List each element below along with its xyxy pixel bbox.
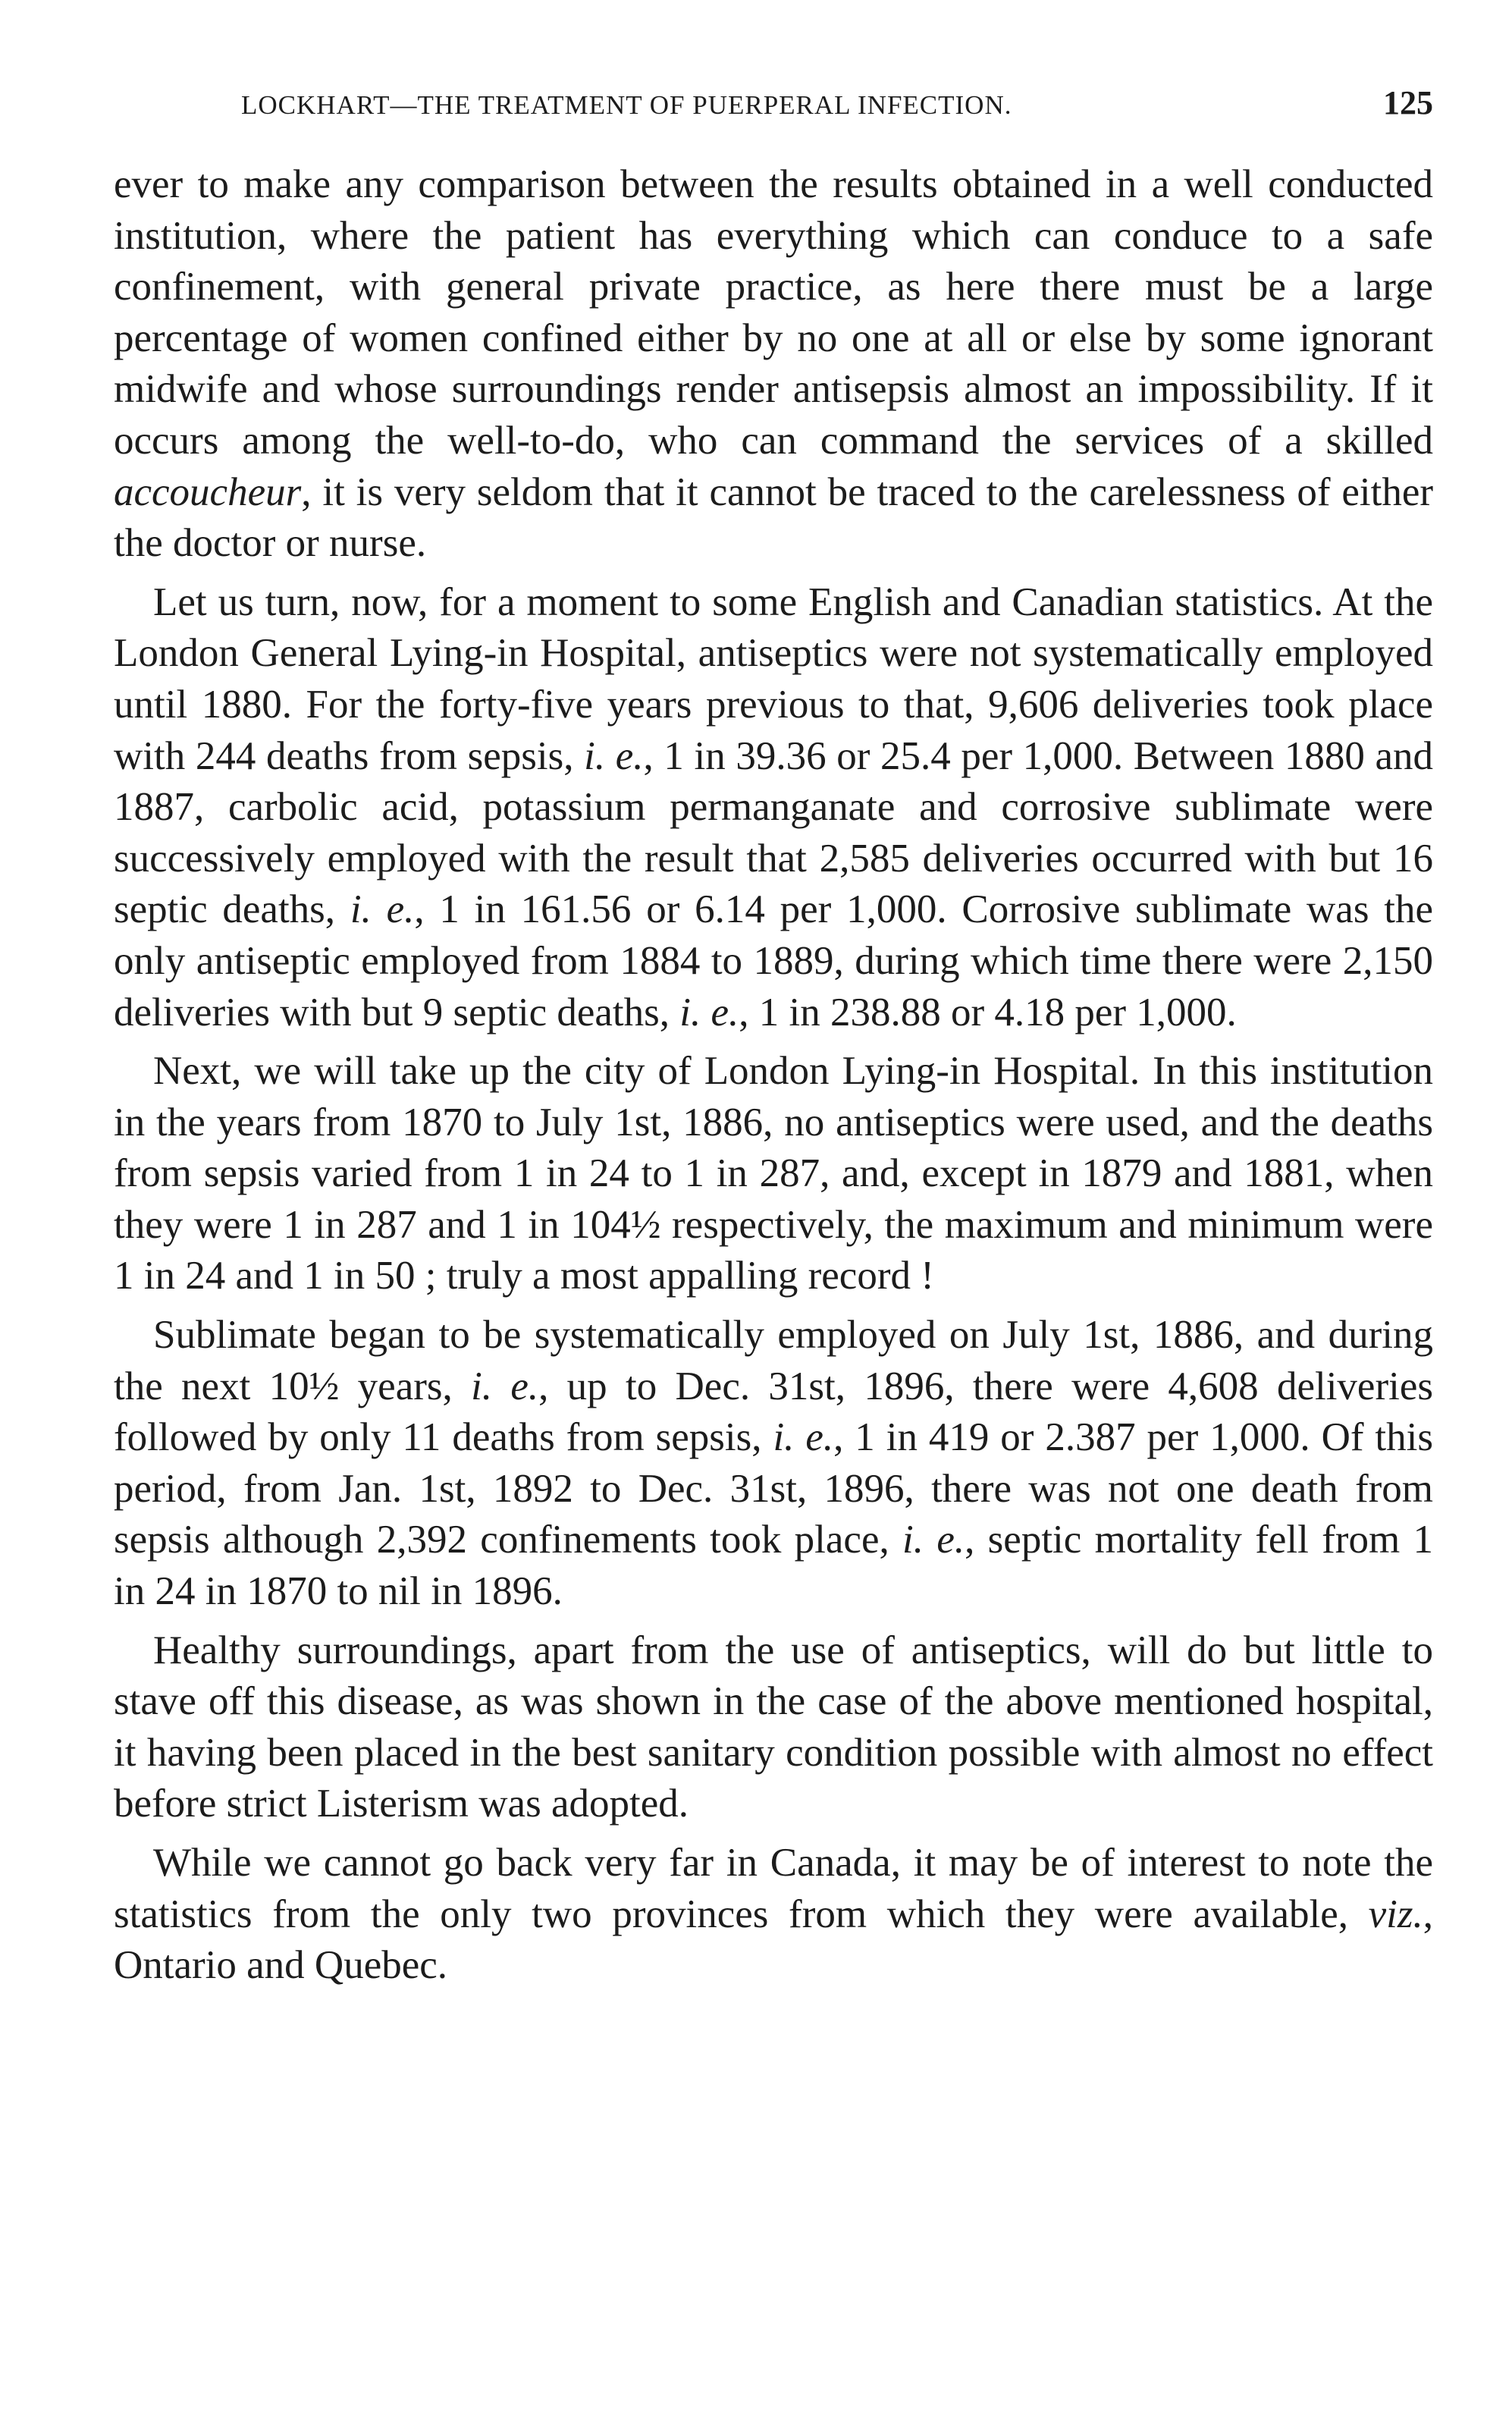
paragraph-2-text-a: Let us turn, now, for a moment to some English and Canadian statistics. At the London General Lying-in Hospital, antiseptics were not systematically employed until 1880. For the forty-five years previous to that, 9,606 deliveries took place with 244 deaths from sepsis, (114, 579, 1433, 778)
paragraph-6-text-b: , Ontario and Quebec. (114, 1892, 1433, 1988)
paragraph-4 (114, 1310, 1433, 1618)
paragraph-2-text-d: , 1 in 238.88 or 4.18 per 1,000. (739, 990, 1237, 1035)
italic-ie: i. e. (350, 887, 415, 932)
paragraph-4-text-d: , septic mortality fell from 1 in 24 in 1870 to nil in 1896. (114, 1518, 1433, 1614)
italic-ie: i. e. (773, 1415, 834, 1460)
italic-accoucheur: accoucheur (114, 469, 302, 514)
italic-viz: viz. (1368, 1892, 1423, 1936)
paragraph-1-text-b: , it is very seldom that it cannot be traced to the carelessness of either the doctor or nurse. (114, 469, 1433, 566)
paragraph-3: Next, we will take up the city of London Lying-in Hospital. In this institution in the years from 1870 to July 1st, 1886, no antiseptics were used, and the deaths from sepsis varied from 1 in 24 to 1 in 287, and, except in 1879 and 1881, when they were 1 in 287 and 1 in 104½ respectively, the maximum and minimum were 1 in 24 and 1 in 50 ; truly a most appalling record ! (114, 1049, 1433, 1298)
running-head (114, 83, 1433, 129)
page-number: 125 (1383, 84, 1433, 121)
paragraph-1 (114, 159, 1433, 570)
paragraph-6 (114, 1838, 1433, 1992)
italic-ie: i. e. (471, 1364, 539, 1408)
paragraph-2 (114, 577, 1433, 1038)
paragraph-6-text-a: While we cannot go back very far in Canada, it may be of interest to note the statistics from the only two provinces from which they were available, (114, 1841, 1433, 1936)
running-title: LOCKHART—THE TREATMENT OF PUERPERAL INFECTION. (241, 90, 1012, 120)
paragraph-4-text-a: Sublimate began to be systematically employed on July 1st, 1886, and during the next 10½ years, (114, 1313, 1433, 1408)
paragraph-4-text-b: , up to Dec. 31st, 1896, there were 4,608 deliveries followed by only 11 deaths from sepsis, (114, 1364, 1433, 1460)
page (114, 83, 1433, 1999)
paragraph-5: Healthy surroundings, apart from the use of antiseptics, will do but little to stave off this disease, as was shown in the case of the above mentioned hospital, it having been placed in the best sanitary condition possible with almost no effect before strict Listerism was adopted. (114, 1628, 1433, 1826)
italic-ie: i. e. (679, 990, 739, 1035)
paragraph-1-text-a: ever to make any comparison between the results obtained in a well conducted institution, where the patient has everything which can conduce to a safe confinement, with general private practice, as here there must be a large percentage of women confined either by no one at all or else by some ignorant midwife and whose surroundings render antisepsis almost an impossibility. If it occurs among the well-to-do, who can command the services of a skilled (114, 162, 1433, 463)
paragraph-4-text-c: , 1 in 419 or 2.387 per 1,000. Of this period, from Jan. 1st, 1892 to Dec. 31st, 1896, there was not one death from sepsis although 2,392 confinements took place, (114, 1415, 1433, 1562)
italic-ie: i. e. (902, 1518, 965, 1562)
italic-ie: i. e. (584, 733, 644, 778)
paragraph-2-text-c: , 1 in 161.56 or 6.14 per 1,000. Corrosive sublimate was the only antiseptic employed from 1884 to 1889, during which time there were 2,150 deliveries with but 9 septic deaths, (114, 887, 1433, 1035)
paragraph-2-text-b: , 1 in 39.36 or 25.4 per 1,000. Between 1880 and 1887, carbolic acid, potassium permanganate and corrosive sublimate were successively employed with the result that 2,585 deliveries occurred with but 16 septic deaths, (114, 733, 1433, 932)
